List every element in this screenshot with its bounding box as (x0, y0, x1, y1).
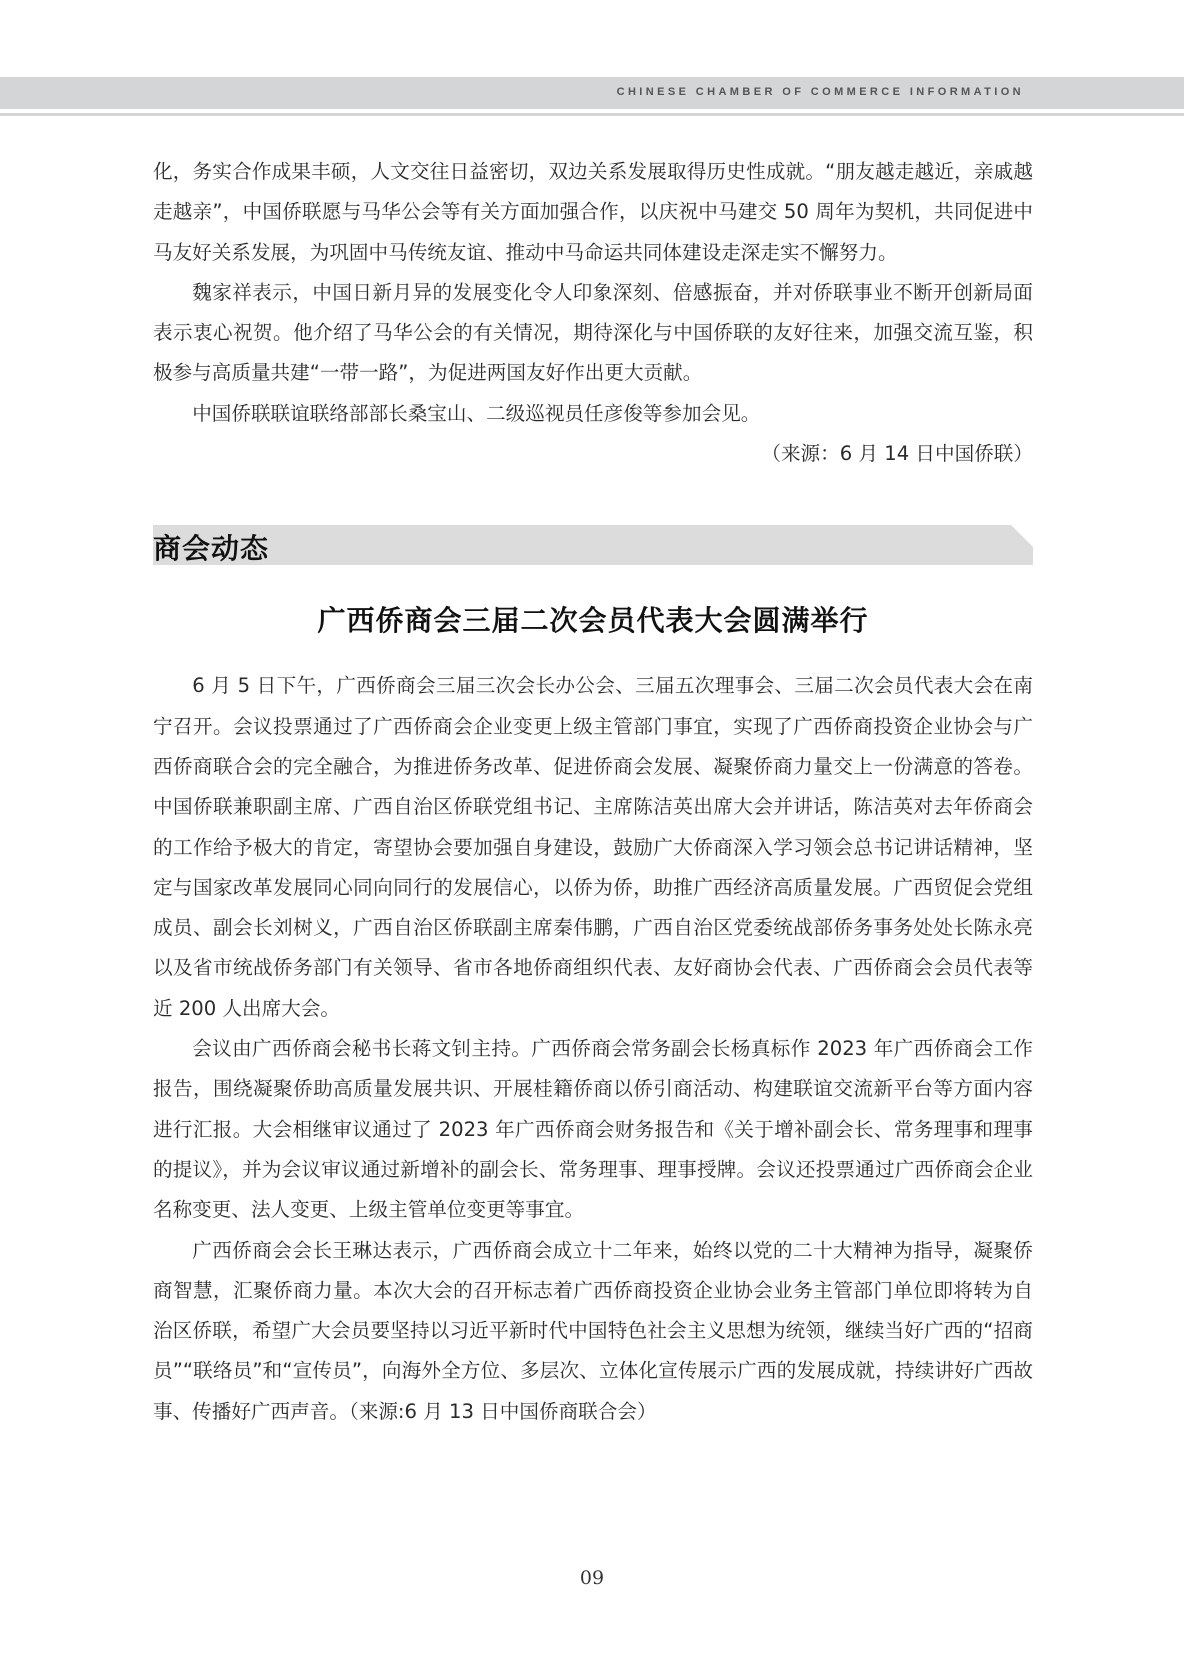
previous-article-paragraph: 中国侨联联谊联络部部长桑宝山、二级巡视员任彦俊等参加会见。 (192, 401, 761, 425)
article-title: 广西侨商会三届二次会员代表大会圆满举行 (317, 604, 869, 638)
previous-article-paragraph: 化，务实合作成果丰硕，人文交往日益密切，双边关系发展取得历史性成就。“朋友越走越近，亲戚越走越亲”，中国侨联愿与马华公会等有关方面加强合作，以庆祝中马建交 50 周年为契机，共同促进中马友好关系发展，为巩固中马传统友谊、推动中马命运共同体建设走深走实不懈努力。 (153, 160, 1033, 264)
page-number: 09 (579, 1567, 605, 1589)
article-paragraph: 广西侨商会会长王琳达表示，广西侨商会成立十二年来，始终以党的二十大精神为指导，凝聚侨商智慧，汇聚侨商力量。本次大会的召开标志着广西侨商投资企业协会业务主管部门单位即将转为自治区侨联，希望广大会员要坚持以习近平新时代中国特色社会主义思想为统领，继续当好广西的“招商员”“联络员”和“宣传员”，向海外全方位、多层次、立体化宣传展示广西的发展成就，持续讲好广西故事、传播好广西声音。（来源:6 月 13 日中国侨商联合会） (153, 1238, 1033, 1423)
header-band (0, 77, 1184, 109)
article-paragraph: 6 月 5 日下午，广西侨商会三届三次会长办公会、三届五次理事会、三届二次会员代表大会在南宁召开。会议投票通过了广西侨商会企业变更上级主管部门事宜，实现了广西侨商投资企业协会与广西侨商联合会的完全融合，为推进侨务改革、促进侨商会发展、凝聚侨商力量交上一份满意的答卷。中国侨联兼职副主席、广西自治区侨联党组书记、主席陈洁英出席大会并讲话，陈洁英对去年侨商会的工作给予极大的肯定，寄望协会要加强自身建设，鼓励广大侨商深入学习领会总书记讲话精神，坚定与国家改革发展同心同向同行的发展信心，以侨为侨，助推广西经济高质量发展。广西贸促会党组成员、副会长刘树义，广西自治区侨联副主席秦伟鹏，广西自治区党委统战部侨务事务处处长陈永亮以及省市统战侨务部门有关领导、省市各地侨商组织代表、友好商协会代表、广西侨商会会员代表等近 200 人出席大会。 (153, 674, 1033, 1020)
section-header (153, 525, 1033, 565)
page-content (153, 152, 1033, 1432)
article-paragraph: 会议由广西侨商会秘书长蒋文钊主持。广西侨商会常务副会长杨真标作 2023 年广西侨商会工作报告，围绕凝聚侨助高质量发展共识、开展桂籍侨商以侨引商活动、构建联谊交流新平台等方面内容进行汇报。大会相继审议通过了 2023 年广西侨商会财务报告和《关于增补副会长、常务理事和理事的提议》，并为会议审议通过新增补的副会长、常务理事、理事授牌。会议还投票通过广西侨商会企业名称变更、法人变更、上级主管单位变更等事宜。 (153, 1037, 1033, 1222)
section-title: 商会动态 (153, 532, 270, 566)
previous-article-source: （来源：6 月 14 日中国侨联） (761, 442, 1033, 466)
section-header-background (153, 525, 1033, 565)
header-tagline: CHINESE CHAMBER OF COMMERCE INFORMATION (616, 86, 1024, 98)
header-divider (0, 113, 1184, 116)
previous-article-paragraph: 魏家祥表示，中国日新月异的发展变化令人印象深刻、倍感振奋，并对侨联事业不断开创新局面表示衷心祝贺。他介绍了马华公会的有关情况，期待深化与中国侨联的友好往来，加强交流互鉴，积极参与高质量共建“一带一路”，为促进两国友好作出更大贡献。 (153, 280, 1033, 385)
